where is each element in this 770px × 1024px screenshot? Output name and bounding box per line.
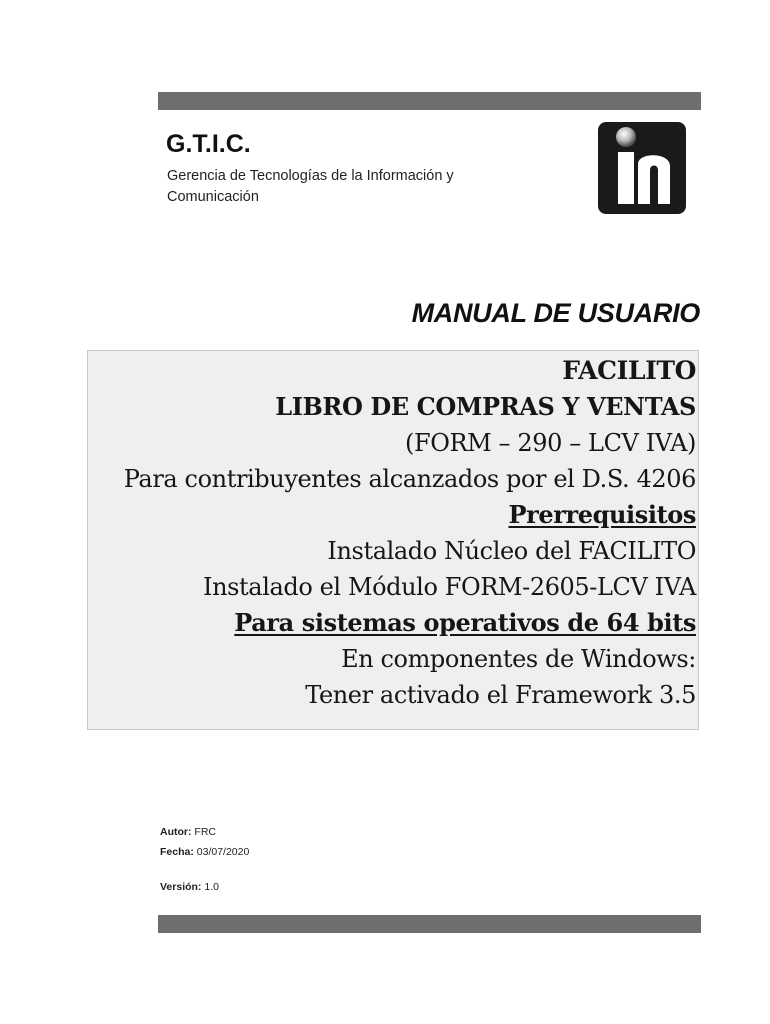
author-value: FRC — [194, 826, 217, 838]
prerequisites-heading: Prerrequisitos — [508, 500, 696, 529]
date-label: Fecha: — [160, 846, 194, 858]
date-value: 03/07/2020 — [196, 846, 250, 858]
bottom-divider-bar — [158, 915, 701, 933]
document-subtitle: LIBRO DE COMPRAS Y VENTAS — [275, 392, 696, 421]
prerequisite-item: Instalado el Módulo FORM-2605-LCV IVA — [203, 573, 696, 601]
author-line — [160, 826, 216, 838]
prerequisite-item: Instalado Núcleo del FACILITO — [327, 537, 696, 565]
org-acronym: G.T.I.C. — [166, 130, 251, 158]
framework-requirement: Tener activado el Framework 3.5 — [305, 681, 696, 709]
product-name: FACILITO — [562, 356, 696, 385]
audience-line: Para contribuyentes alcanzados por el D.S. 4206 — [123, 465, 696, 493]
date-line — [160, 846, 249, 858]
version-value: 1.0 — [204, 881, 219, 893]
top-divider-bar — [158, 92, 701, 110]
windows-components-line: En componentes de Windows: — [341, 645, 696, 673]
title-box — [87, 350, 699, 730]
institution-logo-icon — [598, 122, 686, 214]
form-code: (FORM – 290 – LCV IVA) — [404, 429, 696, 457]
version-line — [160, 881, 219, 893]
org-name: Gerencia de Tecnologías de la Información y Comunicación — [167, 168, 454, 205]
author-label: Autor: — [160, 826, 192, 838]
document-type-heading: MANUAL DE USUARIO — [411, 298, 700, 328]
os-requirement-heading: Para sistemas operativos de 64 bits — [234, 608, 696, 637]
version-label: Versión: — [160, 881, 202, 893]
